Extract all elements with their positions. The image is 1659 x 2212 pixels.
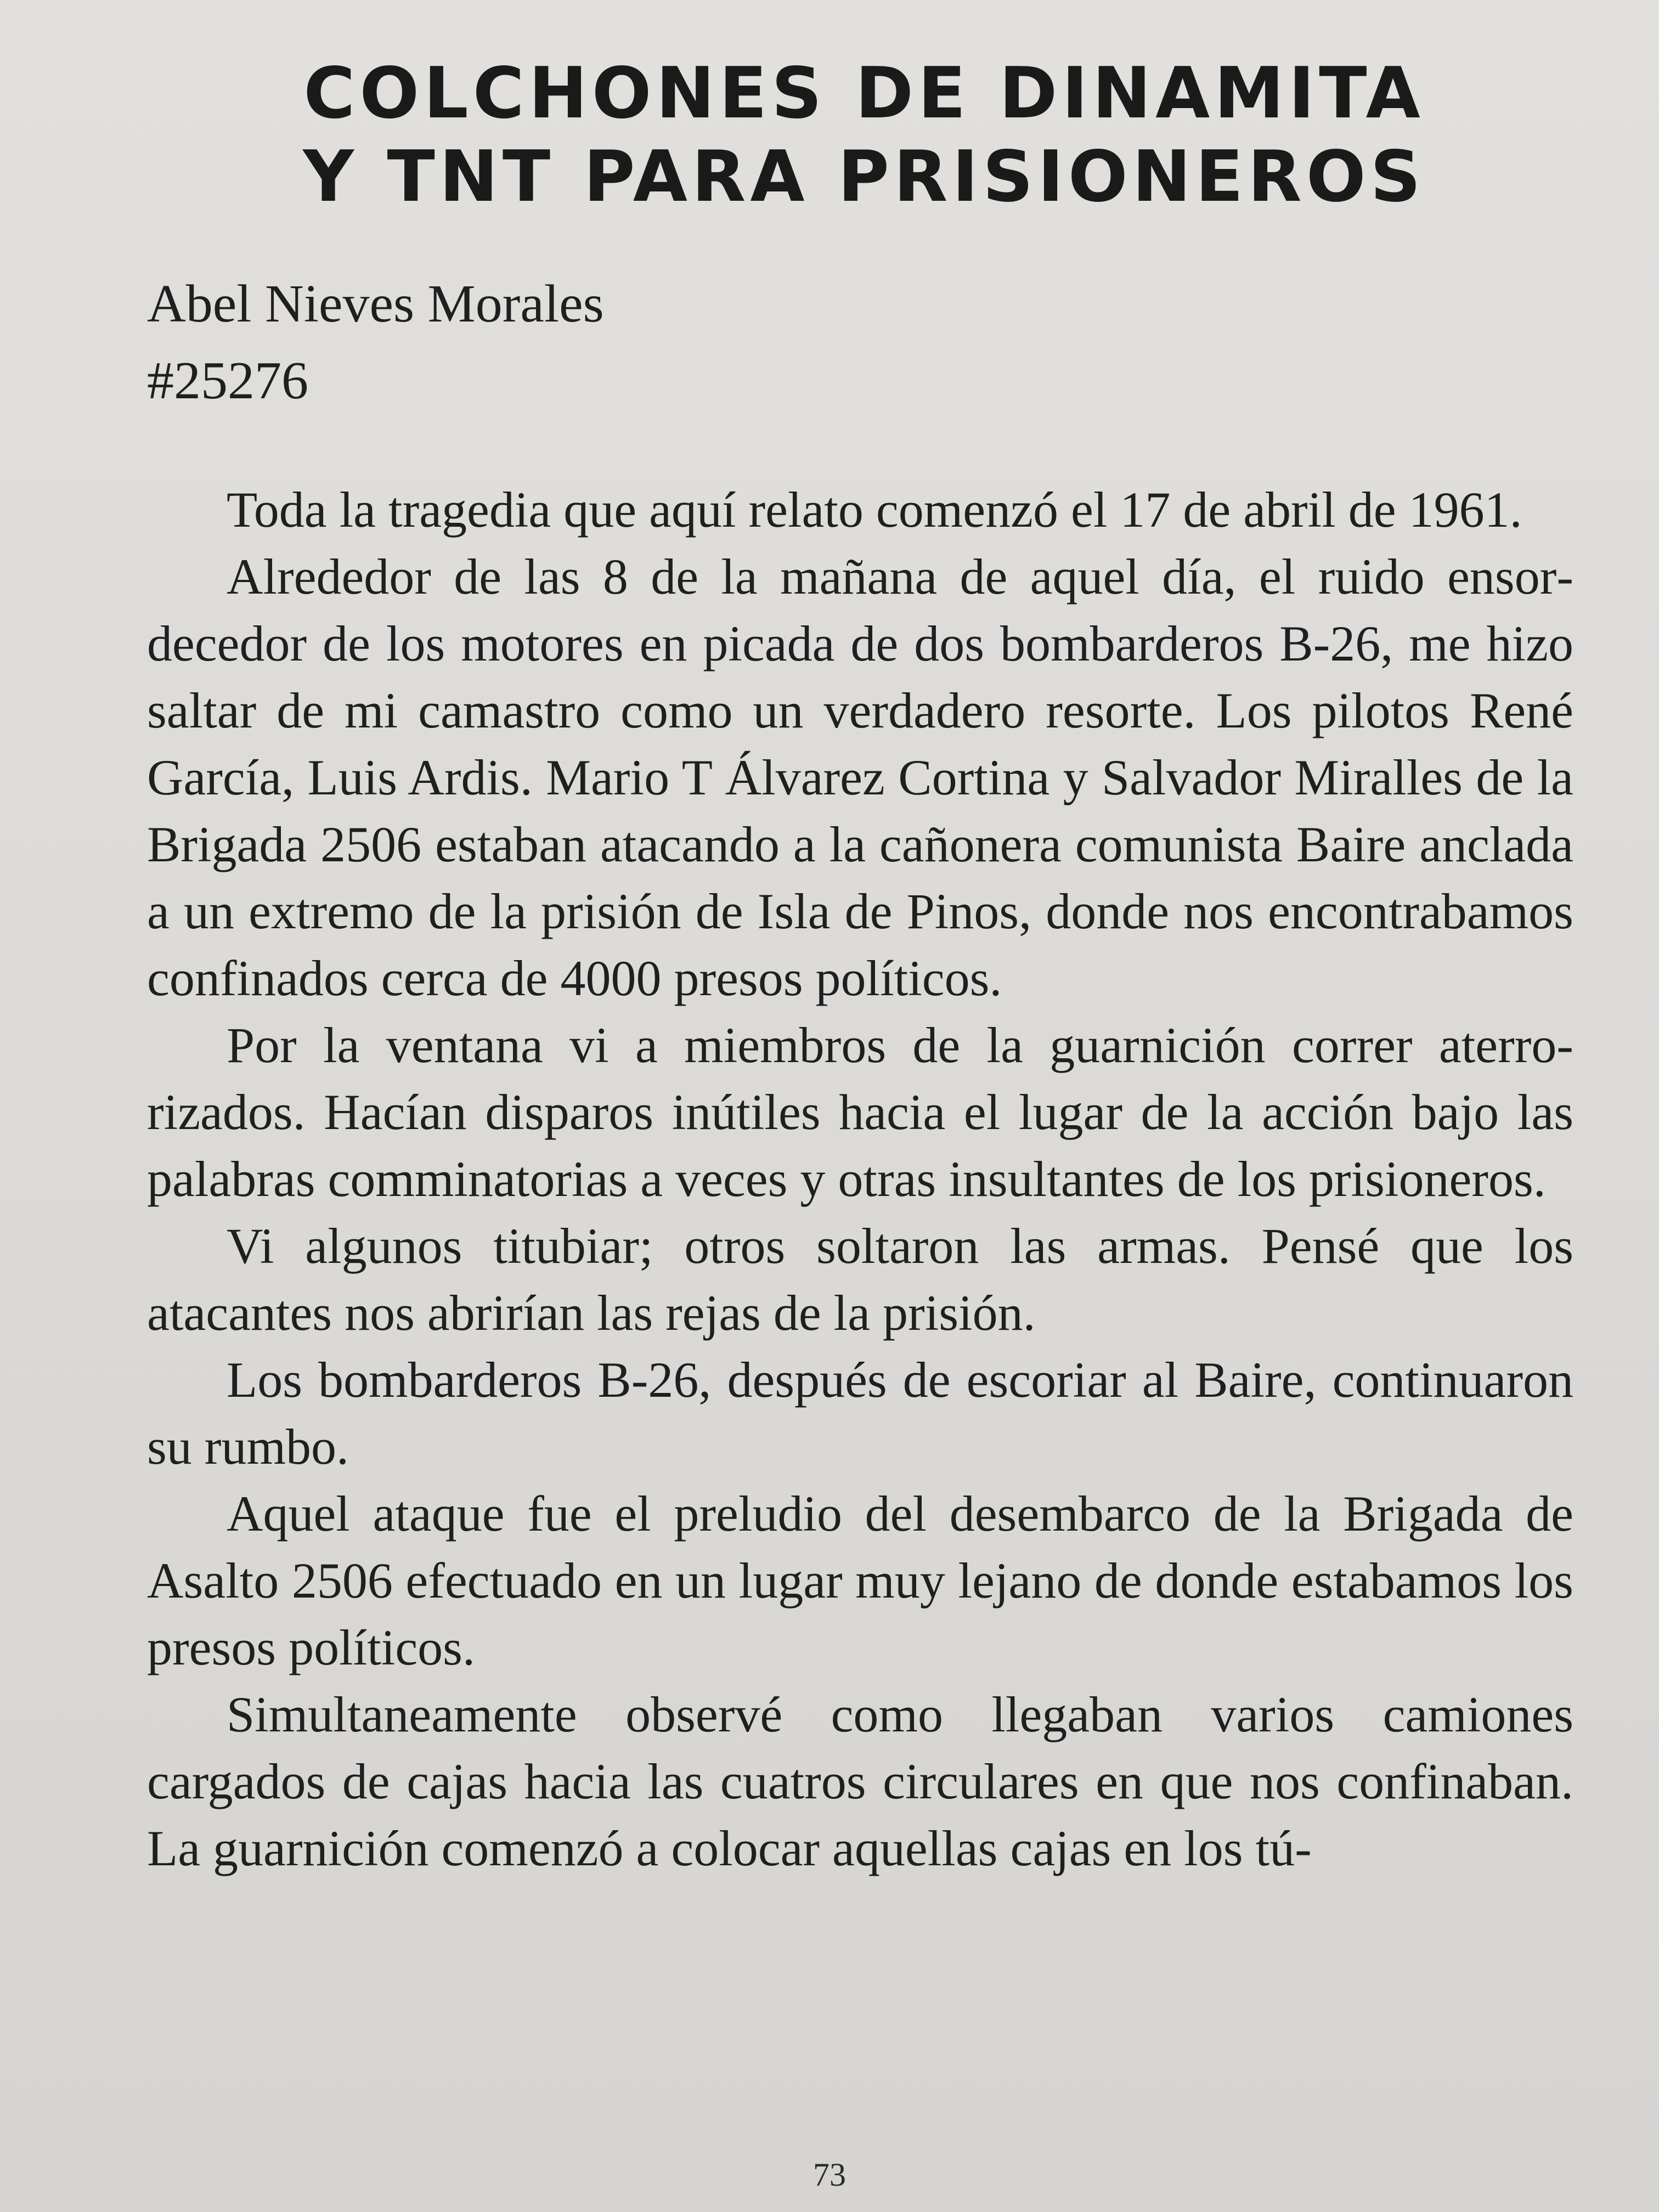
chapter-title-line-1: COLCHONES DE DINAMITA [303, 53, 1425, 134]
paragraph: Los bombarderos B-26, después de escoriar al Baire, continuaron su rumbo. [147, 1352, 1573, 1475]
body-text [147, 476, 1573, 1882]
paragraph: Aquel ataque fue el preludio del desembarco de la Brigada de Asalto 2506 efectuado en un lugar muy lejano de donde estabamos los presos políticos. [147, 1486, 1573, 1675]
prisoner-number: #25276 [147, 351, 308, 410]
author-name: Abel Nieves Morales [147, 274, 604, 334]
paragraph: Simultaneamente observé como llegaban varios camiones cargados de cajas hacia las cuatros circulares en que nos confinaban. La guarnición comenzó a colocar aquellas cajas en los tú- [147, 1686, 1573, 1876]
author-block [147, 266, 604, 419]
paragraph: Alrededor de las 8 de la mañana de aquel día, el ruido ensordecedor de los motores en picada de dos bombarderos B-26, me hizo saltar de mi camastro como un verdadero resorte. Los pilotos René García, Luis Ardis. Mario T Álvarez Cortina y Salvador Miralles de la Brigada 2506 estaban atacando a la cañonera comunista Baire anclada a un extremo de la prisión de Isla de Pinos, donde nos encontrabamos confinados cerca de 4000 presos políticos. [147, 549, 1573, 1006]
chapter-title [274, 52, 1454, 219]
paragraph: Toda la tragedia que aquí relato comenzó el 17 de abril de 1961. [227, 482, 1522, 538]
paragraph: Por la ventana vi a miembros de la guarnición correr aterrorizados. Hacían disparos inútiles hacia el lugar de la acción bajo las palabras comminatorias a veces y otras insultantes de los prisioneros. [147, 1017, 1573, 1207]
paragraph: Vi algunos titubiar; otros soltaron las armas. Pensé que los atacantes nos abrirían las rejas de la prisión. [147, 1218, 1573, 1341]
chapter-title-line-2: Y TNT PARA PRISIONEROS [303, 136, 1425, 218]
page-number: 73 [813, 2157, 846, 2193]
